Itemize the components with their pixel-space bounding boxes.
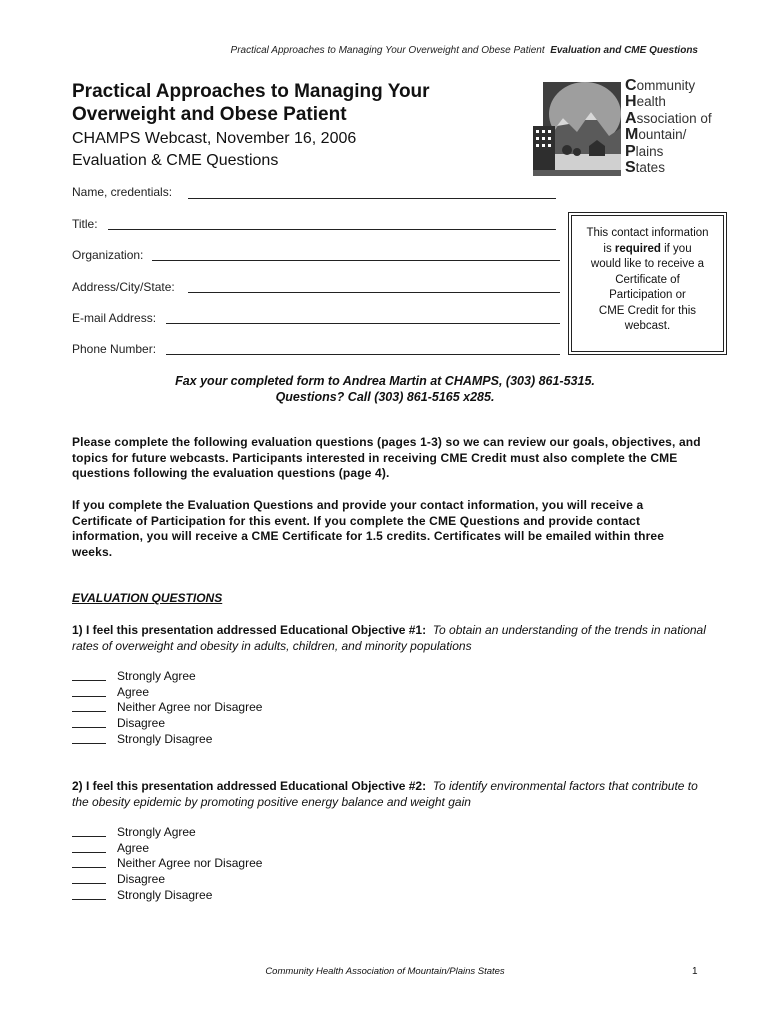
email-field-line[interactable] — [166, 323, 560, 324]
page-title — [72, 80, 492, 126]
header-doc-title: Practical Approaches to Managing Your Overweight and Obese Patient — [230, 45, 545, 56]
champs-logo-text: Community Health Association of Mountain/ Plains States — [625, 77, 712, 177]
instructions-paragraph: Please complete the following evaluation questions (pages 1-3) so we can review our goals, objectives, and topics for future webcasts. Participants interested in receiving CME Credit must also complete the CME questions following the evaluation questions (page 4). — [72, 435, 701, 480]
q2-option-agree[interactable]: Agree — [72, 841, 262, 857]
phone-field-label: Phone Number: — [72, 342, 157, 356]
contact-info-notice: This contact information is required if you would like to receive a Certificate of Participation or CME Credit for this webcast. — [568, 212, 727, 355]
fax-line: Fax your completed form to Andrea Martin at CHAMPS, (303) 861-5315. — [175, 374, 595, 388]
question-1: 1) I feel this presentation addressed Educational Objective #1: To obtain an understanding of the trends in national rates of overweight and obesity in adults, children, and minority populations — [72, 623, 706, 653]
title-line-1: Practical Approaches to Managing Your — [72, 81, 430, 102]
name-field-label: Name, credentials: — [72, 185, 173, 199]
q1-option-neutral[interactable]: Neither Agree nor Disagree — [72, 700, 262, 716]
name-field-line[interactable] — [188, 198, 556, 199]
questions-line: Questions? Call (303) 861-5165 x285. — [275, 390, 495, 404]
page-subtitle — [72, 128, 356, 172]
running-header — [0, 45, 698, 56]
organization-field-label: Organization: — [72, 248, 144, 262]
title-field-label: Title: — [72, 217, 98, 231]
header-section-title: Evaluation and CME Questions — [550, 45, 698, 56]
section-title: EVALUATION QUESTIONS — [72, 591, 223, 605]
address-field-label: Address/City/State: — [72, 280, 175, 294]
q2-option-disagree[interactable]: Disagree — [72, 872, 262, 888]
organization-field-line[interactable] — [152, 260, 560, 261]
q1-option-strongly-agree[interactable]: Strongly Agree — [72, 669, 262, 685]
page-number: 1 — [692, 966, 698, 977]
q1-option-disagree[interactable]: Disagree — [72, 716, 262, 732]
subtitle-line-2: Evaluation & CME Questions — [72, 152, 279, 169]
title-line-2: Overweight and Obese Patient — [72, 104, 347, 125]
q2-option-neutral[interactable]: Neither Agree nor Disagree — [72, 856, 262, 872]
address-field-line[interactable] — [188, 292, 560, 293]
q2-option-strongly-disagree[interactable]: Strongly Disagree — [72, 888, 262, 904]
q1-option-strongly-disagree[interactable]: Strongly Disagree — [72, 732, 262, 748]
q1-option-agree[interactable]: Agree — [72, 685, 262, 701]
q2-option-strongly-agree[interactable]: Strongly Agree — [72, 825, 262, 841]
certificate-paragraph: If you complete the Evaluation Questions and provide your contact information, you will receive a Certificate of Participation for this event. If you complete the CME Questions and provide contact information, you will receive a CME Certificate for 1.5 credits. Certificates will be emailed within three weeks. — [72, 498, 665, 559]
fax-instructions — [0, 373, 770, 405]
phone-field-line[interactable] — [166, 354, 560, 355]
email-field-label: E-mail Address: — [72, 311, 157, 325]
question-2: 2) I feel this presentation addressed Educational Objective #2: To identify environmental factors that contribute to the obesity epidemic by promoting positive energy balance and weight gain — [72, 779, 698, 809]
champs-logo-icon — [533, 80, 623, 176]
footer-text: Community Health Association of Mountain/Plains States — [265, 966, 505, 977]
question-1-options — [72, 669, 262, 748]
question-2-options — [72, 825, 262, 904]
subtitle-line-1: CHAMPS Webcast, November 16, 2006 — [72, 130, 357, 147]
title-field-line[interactable] — [108, 229, 556, 230]
